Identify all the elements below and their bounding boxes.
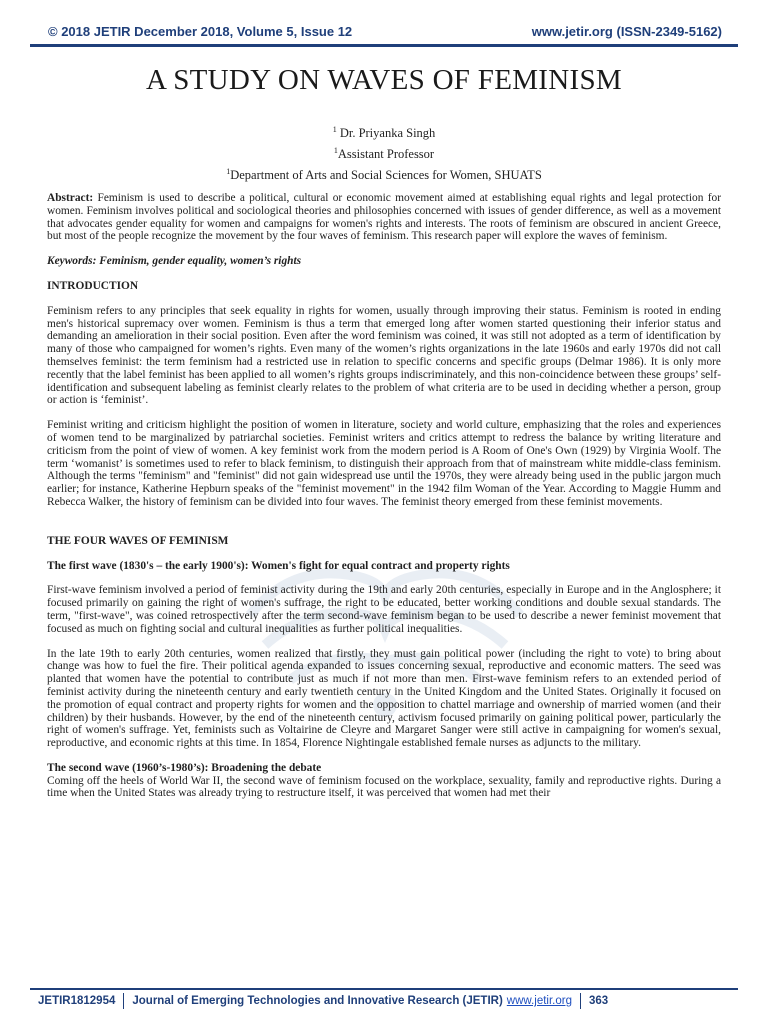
second-wave-paragraph-1: Coming off the heels of World War II, the second wave of feminism focused on the workplace, sexuality, family and reproductive rights. During a time when the United States was already trying to restructure itself, it was perceived that women had met their <box>47 774 721 800</box>
footer-journal-name: Journal of Emerging Technologies and Innovative Research (JETIR) <box>132 995 503 1007</box>
abstract-label: Abstract: <box>47 192 94 204</box>
header-left: © 2018 JETIR December 2018, Volume 5, Issue 12 <box>48 24 353 39</box>
footer-page-number: 363 <box>588 995 609 1007</box>
subheading-second-wave: The second wave (1960’s-1980’s): Broadening the debate <box>47 761 322 774</box>
intro-paragraph-1: Feminism refers to any principles that seek equality in rights for women, usually through improving their status. Feminism is rooted in ending men's historical supremacy over women. Feminism is thus a term that emerged long after women started questioning their inferior status and demanding an amelioration in their social position. Even after the word feminism was coined, it was still not adopted as a term of identification by many of those who campaigned for women’s rights. Even many of the women’s rights organizations in the late 1960s and early 1970s did not call themselves feminist: the term feminism had a restricted use in relation to specific concerns and specific groups (Delmar 1986). It is only more recently that the label feminist has been applied to all women’s rights groups indiscriminately, and this non-coincidence between these groups’ self-identification and subsequent labeling as feminist clearly relates to the problem of what criteria are to be used in deciding whether a person, group or action is ‘feminist’. <box>47 304 721 407</box>
footer-paper-id: JETIR1812954 <box>30 993 124 1009</box>
author-dept-line <box>0 163 768 184</box>
section-heading-four-waves: THE FOUR WAVES OF FEMINISM <box>47 534 229 547</box>
running-header <box>48 24 722 44</box>
abstract-text: Feminism is used to describe a political, cultural or economic movement aimed at establishing equal rights and legal protection for women. Feminism involves political and sociological theories and philosophies concerned with issues of gender difference, as well as a movement that advocates gender equality for women and campaigns for women's rights and interests. The roots of feminism are obscured in ancient Greece, but most of the people recognize the movement by the four waves of feminism. This research paper will explore the waves of feminism. <box>47 192 721 243</box>
author-role: Assistant Professor <box>337 147 435 162</box>
first-wave-paragraph-2: In the late 19th to early 20th centuries, women realized that firstly, they must gain political power (including the right to vote) to bring about change was how to fuel the fire. Their political agenda expanded to issues concerning sexual, reproductive and economic matters. The seed was planted that women have the potential to contribute just as much if not more than men. First-wave feminism refers to an extended period of feminist activity during the nineteenth century and early twentieth century in the United Kingdom and the United States. Originally it focused on the promotion of equal contract and property rights for women and the opposition to chattel marriage and ownership of married women (and their children) by their husbands. However, by the end of the nineteenth century, activism focused primarily on gaining political power, particularly the right of women's suffrage. Yet, feminists such as Voltairine de Cleyre and Margaret Sanger were still active in campaigning for women's sexual, reproductive, and economic rights at this time. In 1854, Florence Nightingale established female nurses as adjuncts to the military. <box>47 647 721 750</box>
author-name: Dr. Priyanka Singh <box>336 126 436 141</box>
section-spacer <box>47 521 721 535</box>
footer-journal <box>124 993 581 1009</box>
author-department: Department of Arts and Social Sciences for Women, SHUATS <box>230 168 542 183</box>
author-dept-sup: 1 <box>226 167 231 177</box>
footer-journal-link[interactable]: www.jetir.org <box>506 995 572 1007</box>
author-name-sup: 1 <box>332 125 337 134</box>
author-role-line <box>0 142 768 163</box>
author-role-sup: 1 <box>333 146 338 156</box>
header-divider <box>30 44 738 47</box>
abstract <box>47 192 721 243</box>
keywords: Keywords: Feminism, gender equality, women’s rights <box>47 255 302 268</box>
header-right: www.jetir.org (ISSN-2349-5162) <box>531 24 722 39</box>
article-body <box>47 192 721 812</box>
footer-divider <box>30 988 738 990</box>
running-footer <box>30 992 738 1010</box>
section-heading-introduction: INTRODUCTION <box>47 279 139 292</box>
first-wave-paragraph-1: First-wave feminism involved a period of feminist activity during the 19th and early 20th centuries, especially in Europe and in the Anglosphere; it focused primarily on gaining the right of women's suffrage, the right to be educated, better working conditions and double sexual standards. The term, "first-wave", was coined retrospectively after the term second-wave feminism began to be used to describe a newer feminist movement that focused as much on fighting social and cultural inequalities as further political inequalities. <box>47 584 721 635</box>
intro-paragraph-2: Feminist writing and criticism highlight the position of women in literature, society and world culture, emphasizing that the roles and experiences of women tend to be marginalized by patriarchal societies. Feminist writers and critics attempt to redress the balance by writing literature and criticism from the point of view of women. A key feminist work from the modern period is A Room of One's Own (1929) by Virginia Woolf. The term ‘womanist’ is sometimes used to refer to black feminism, to distinguish their approach from that of mainstream white middle-class feminism. Although the terms "feminism" and "feminist" did not gain widespread use until the 1970s, they were already being used in the public jargon much earlier; for instance, Katherine Hepburn speaks of the "feminist movement" in the 1942 film Woman of the Year. According to Maggie Humm and Rebecca Walker, the history of feminism can be divided into four waves. The feminist theory emerged from these feminist movements. <box>47 419 721 508</box>
subheading-first-wave: The first wave (1830's – the early 1900's): Women's fight for equal contract and property rights <box>47 559 510 572</box>
author-name-line <box>0 121 768 142</box>
author-block <box>0 121 768 184</box>
paper-title: A STUDY ON WAVES OF FEMINISM <box>146 64 622 96</box>
